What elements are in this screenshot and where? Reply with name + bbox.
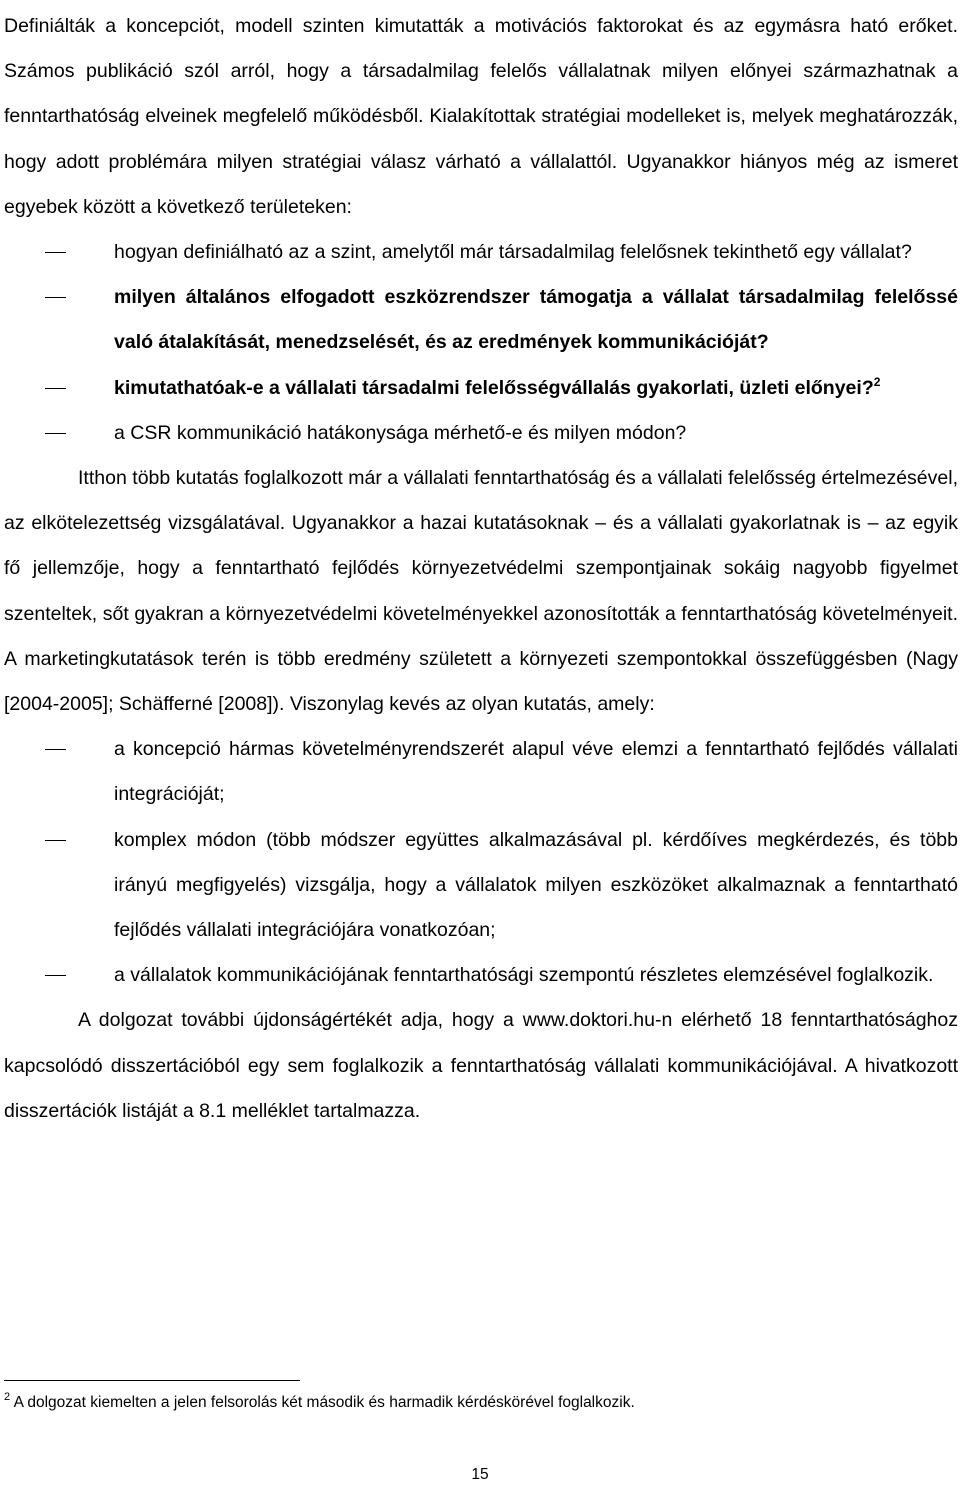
list-item: [4, 727, 958, 817]
list-item-text: kimutathatóak-e a vállalati társadalmi felelősségvállalás gyakorlati, üzleti előnyei?: [114, 376, 874, 399]
list-item-text: a koncepció hármas követelményrendszerét alapul véve elemzi a fenntartható fejlődés vállalati integrációját;: [114, 738, 958, 806]
paragraph-novelty: A dolgozat további újdonságértékét adja, hogy a www.doktori.hu-n elérhető 18 fenntarthatósághoz kapcsolódó disszertációból egy sem foglalkozik a fenntarthatóság vállalati kommunikációjával. A hivatkozott disszertációk listáját a 8.1 melléklet tartalmazza.: [4, 1009, 958, 1122]
footnote-reference: 2: [873, 374, 881, 389]
list-item: [4, 953, 958, 998]
dash-bullet-icon: [45, 840, 66, 841]
research-gap-list: [4, 230, 958, 456]
list-item-text: a CSR kommunikáció hatákonysága mérhető-e és milyen módon?: [114, 421, 687, 444]
paragraph-intro: Definiálták a koncepciót, modell szinten kimutatták a motivációs faktorokat és az egymásra ható erőket. Számos publikáció szól arról, hogy a társadalmilag felelős vállalatnak milyen előnyei származhatnak a fenntarthatóság elveinek megfelelő működésből. Kialakítottak stratégiai modelleket is, melyek meghatározzák, hogy adott problémára milyen stratégiai válasz várható a vállalattól. Ugyanakkor hiányos még az ismeret egyebek között a következő területeken:: [4, 15, 958, 218]
dash-bullet-icon: [45, 975, 66, 976]
list-item: [4, 818, 958, 954]
list-item-text: hogyan definiálható az a szint, amelytől már társadalmilag felelősnek tekinthető egy vállalat?: [114, 241, 912, 264]
paragraph-domestic-research: Itthon több kutatás foglalkozott már a vállalati fenntarthatóság és a vállalati felelősség értelmezésével, az elkötelezettség vizsgálatával. Ugyanakkor a hazai kutatásoknak – és a vállalati gyakorlatnak is – az egyik fő jellemzője, hogy a fenntartható fejlődés környezetvédelmi szempontjainak sokáig nagyobb figyelmet szenteltek, sőt gyakran a környezetvédelmi követelményekkel azonosították a fenntarthatóság követelményeit. A marketingkutatások terén is több eredmény született a környezeti szempontokkal összefüggésben (Nagy [2004-2005]; Schäfferné [2008]). Viszonylag kevés az olyan kutatás, amely:: [4, 467, 958, 716]
research-scope-list: [4, 727, 958, 998]
dash-bullet-icon: [45, 388, 66, 389]
footnote: [4, 1392, 635, 1414]
footnote-separator: [4, 1380, 300, 1381]
dash-bullet-icon: [45, 252, 66, 253]
footnote-text: A dolgozat kiemelten a jelen felsorolás két második és harmadik kérdéskörével foglalkozik.: [13, 1394, 635, 1411]
list-item-text: a vállalatok kommunikációjának fenntarthatósági szempontú részletes elemzésével foglalkozik.: [114, 964, 934, 987]
list-item: [4, 275, 958, 365]
list-item-text: komplex módon (több módszer együttes alkalmazásával pl. kérdőíves megkérdezés, és több irányú megfigyelés) vizsgálja, hogy a vállalatok milyen eszközöket alkalmaznak a fenntartható fejlődés vállalati integrációjára vonatkozóan;: [114, 828, 958, 942]
list-item: [4, 230, 958, 275]
dash-bullet-icon: [45, 433, 66, 434]
list-item: [4, 411, 958, 456]
page-number: 15: [471, 1466, 489, 1483]
dash-bullet-icon: [45, 297, 66, 298]
list-item: [4, 366, 958, 411]
dash-bullet-icon: [45, 749, 66, 750]
body-text: [4, 4, 958, 1134]
footnote-marker: 2: [4, 1391, 11, 1403]
list-item-text: milyen általános elfogadott eszközrendszer támogatja a vállalat társadalmilag felelőssé való átalakítását, menedzselését, és az eredmények kommunikációját?: [114, 286, 958, 354]
